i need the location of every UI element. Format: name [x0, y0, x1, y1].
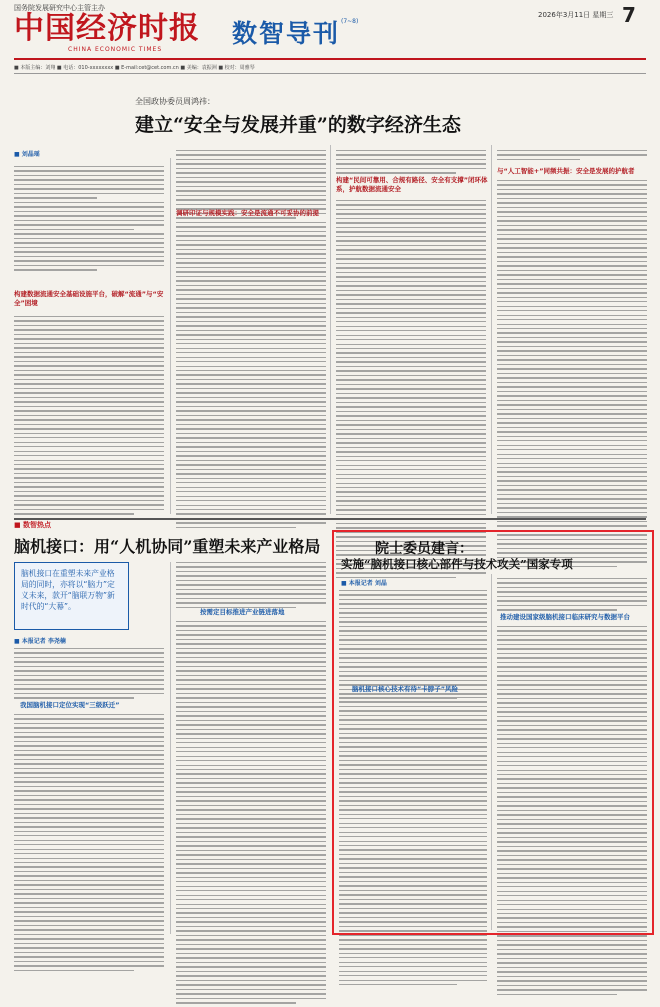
- article-subhead: 构建“民间可靠用、合规有路径、安全有支撑”闭环体系，护航数据流通安全: [336, 176, 488, 193]
- pull-quote: 脑机接口在重塑未来产业格局的同时，亦将以“脑力”定义未来，款开“脑联万物”新时代的“大幕”。: [14, 562, 129, 630]
- text-col-1b: [14, 316, 164, 518]
- article-subhead: 按需定目标推进产业链进落地: [200, 608, 285, 616]
- text-col-6b: [176, 621, 326, 1007]
- article-headline: 建立“安全与发展并重”的数字经济生态: [135, 114, 461, 136]
- article-subhead: 我国脑机接口定位实现“三级跃迁”: [20, 701, 120, 709]
- column-divider: [491, 574, 492, 930]
- text-col-5b: [14, 714, 164, 974]
- section-divider: [14, 518, 646, 520]
- article-subhead: 构建数据流通安全基础设施平台，破解“流通”与“安全”困境: [14, 290, 164, 307]
- text-col-7b: [339, 697, 487, 988]
- article-subhead: 推动建设国家级脑机接口临床研究与数据平台: [500, 613, 630, 621]
- article-byline: ■ 本报记者 李尧楠: [14, 638, 66, 645]
- article-subhead: 调研印证与规模实践：安全是流通不可妥协的前提: [176, 209, 319, 217]
- article-byline: ■ 本报记者 刘晶: [341, 580, 387, 587]
- newspaper-name: 中国经济时报: [14, 11, 200, 46]
- text-col-2b: [176, 222, 326, 531]
- article-headline-line1: 院士委员建言：: [375, 541, 473, 557]
- info-divider: [14, 73, 646, 74]
- section-title: 数智导刊: [232, 19, 341, 48]
- text-col-1a: [14, 166, 164, 274]
- section-tag: ■ 数智热点: [14, 521, 52, 529]
- article-headline: 脑机接口：用“人机协同”重塑未来产业格局: [14, 537, 321, 556]
- article-headline-line2: 实施“脑机接口核心部件与技术攻关”国家专项: [341, 557, 573, 571]
- masthead-rule: [14, 58, 646, 60]
- article-subhead: 脑机接口核心技术有待“卡脖子”风险: [352, 685, 459, 693]
- newspaper-name-en: CHINA ECONOMIC TIMES: [68, 46, 163, 53]
- article-subhead: 与“人工智能+”同频共振：安全是发展的护航者: [497, 167, 635, 175]
- text-col-8b: [497, 626, 647, 998]
- article-byline: ■ 刘晶瑶: [14, 151, 40, 158]
- text-col-5a: [14, 648, 164, 702]
- editor-info-bar: ■ 本版主编：刘翔 ■ 电话：010-xxxxxxxx ■ E-mail:cet@cet.com.cn ■ 美编：袁振洲 ■ 校对：周雅琴: [14, 65, 255, 71]
- text-col-3b: [336, 200, 486, 581]
- page-number: 7: [622, 3, 636, 27]
- column-divider: [491, 145, 492, 514]
- section-pages: (7~8): [341, 18, 359, 25]
- masthead-tagline: 国务院发展研究中心主管主办: [14, 4, 105, 12]
- text-col-4b: [497, 180, 647, 570]
- text-col-3a: [336, 150, 486, 177]
- text-col-4a: [497, 150, 647, 163]
- text-col-6a: [176, 562, 326, 611]
- article-kicker: 全国政协委员周鸿祎：: [135, 97, 215, 106]
- column-divider: [330, 145, 331, 514]
- issue-date: 2026年3月11日 星期三: [538, 11, 614, 19]
- text-col-8a: [497, 578, 647, 614]
- column-divider: [170, 562, 171, 934]
- column-divider: [170, 158, 171, 514]
